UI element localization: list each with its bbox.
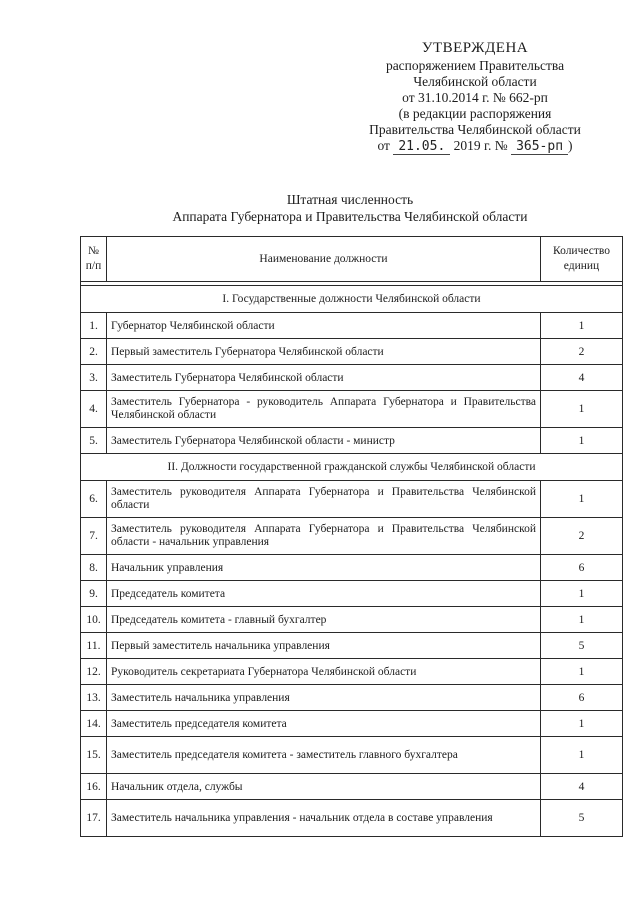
row-name: Заместитель начальника управления - начальник отдела в составе управления bbox=[107, 800, 541, 837]
header-num: № п/п bbox=[81, 237, 107, 282]
section-title-1: I. Государственные должности Челябинской области bbox=[81, 286, 623, 313]
row-qty: 4 bbox=[541, 365, 623, 391]
row-qty: 5 bbox=[541, 800, 623, 837]
header-qty: Количество единиц bbox=[541, 237, 623, 282]
row-name: Начальник управления bbox=[107, 555, 541, 581]
row-num: 3. bbox=[81, 365, 107, 391]
row-num: 15. bbox=[81, 737, 107, 774]
header-name: Наименование должности bbox=[107, 237, 541, 282]
approval-line-4: (в редакции распоряжения bbox=[398, 106, 552, 121]
row-num: 8. bbox=[81, 555, 107, 581]
row-name: Заместитель начальника управления bbox=[107, 685, 541, 711]
table-row bbox=[81, 607, 623, 633]
table-row bbox=[81, 365, 623, 391]
table-row bbox=[81, 555, 623, 581]
row-name: Председатель комитета - главный бухгалтер bbox=[107, 607, 541, 633]
row-name: Начальник отдела, службы bbox=[107, 774, 541, 800]
row-qty: 1 bbox=[541, 391, 623, 428]
approval-line-3: от 31.10.2014 г. № 662-рп bbox=[402, 90, 548, 105]
section-row-1 bbox=[81, 286, 623, 313]
row-qty: 2 bbox=[541, 339, 623, 365]
table-row bbox=[81, 685, 623, 711]
table-row bbox=[81, 518, 623, 555]
row-num: 14. bbox=[81, 711, 107, 737]
row-num: 7. bbox=[81, 518, 107, 555]
table-row bbox=[81, 339, 623, 365]
row-name: Заместитель руководителя Аппарата Губернатора и Правительства Челябинской области - начальник управления bbox=[107, 518, 541, 555]
approval-block bbox=[340, 40, 610, 155]
table-row bbox=[81, 633, 623, 659]
section-row-2 bbox=[81, 454, 623, 481]
row-qty: 1 bbox=[541, 313, 623, 339]
row-qty: 4 bbox=[541, 774, 623, 800]
row-num: 17. bbox=[81, 800, 107, 837]
row-num: 11. bbox=[81, 633, 107, 659]
section-title-2: II. Должности государственной гражданской службы Челябинской области bbox=[81, 454, 623, 481]
row-qty: 1 bbox=[541, 607, 623, 633]
table-row bbox=[81, 391, 623, 428]
row-name: Председатель комитета bbox=[107, 581, 541, 607]
title-line-1: Штатная численность bbox=[286, 192, 414, 207]
document-title bbox=[60, 191, 640, 225]
row-qty: 2 bbox=[541, 518, 623, 555]
row-num: 13. bbox=[81, 685, 107, 711]
revision-close-paren: ) bbox=[568, 138, 573, 153]
row-num: 16. bbox=[81, 774, 107, 800]
row-qty: 1 bbox=[541, 659, 623, 685]
row-num: 2. bbox=[81, 339, 107, 365]
approval-line-1: распоряжением Правительства bbox=[385, 58, 565, 73]
table-row bbox=[81, 711, 623, 737]
approval-stamp: УТВЕРЖДЕНА bbox=[421, 40, 529, 56]
approval-line-2: Челябинской области bbox=[413, 74, 537, 89]
row-name: Заместитель Губернатора - руководитель Аппарата Губернатора и Правительства Челябинской области bbox=[107, 391, 541, 428]
row-num: 10. bbox=[81, 607, 107, 633]
revision-date-handwritten: 21.05. bbox=[393, 139, 450, 155]
row-name: Заместитель Губернатора Челябинской области - министр bbox=[107, 428, 541, 454]
title-line-2: Аппарата Губернатора и Правительства Челябинской области bbox=[172, 209, 528, 224]
row-qty: 6 bbox=[541, 685, 623, 711]
table-row bbox=[81, 481, 623, 518]
row-qty: 1 bbox=[541, 711, 623, 737]
table-row bbox=[81, 737, 623, 774]
table-row bbox=[81, 581, 623, 607]
row-qty: 5 bbox=[541, 633, 623, 659]
row-num: 5. bbox=[81, 428, 107, 454]
row-name: Первый заместитель Губернатора Челябинской области bbox=[107, 339, 541, 365]
row-num: 4. bbox=[81, 391, 107, 428]
row-qty: 1 bbox=[541, 481, 623, 518]
row-name: Первый заместитель начальника управления bbox=[107, 633, 541, 659]
row-name: Руководитель секретариата Губернатора Челябинской области bbox=[107, 659, 541, 685]
row-name: Заместитель председателя комитета - заместитель главного бухгалтера bbox=[107, 737, 541, 774]
revision-number-handwritten: 365-рп bbox=[511, 139, 568, 155]
row-qty: 1 bbox=[541, 737, 623, 774]
row-num: 1. bbox=[81, 313, 107, 339]
table-row bbox=[81, 659, 623, 685]
revision-date-line bbox=[340, 138, 610, 155]
row-num: 12. bbox=[81, 659, 107, 685]
table-header-row bbox=[81, 237, 623, 282]
table-row bbox=[81, 428, 623, 454]
approval-line-5: Правительства Челябинской области bbox=[369, 122, 581, 137]
row-num: 6. bbox=[81, 481, 107, 518]
row-qty: 1 bbox=[541, 428, 623, 454]
row-name: Заместитель руководителя Аппарата Губернатора и Правительства Челябинской области bbox=[107, 481, 541, 518]
table-row bbox=[81, 800, 623, 837]
revision-from: от bbox=[377, 138, 390, 153]
staff-table bbox=[80, 236, 623, 837]
row-qty: 6 bbox=[541, 555, 623, 581]
row-num: 9. bbox=[81, 581, 107, 607]
row-name: Губернатор Челябинской области bbox=[107, 313, 541, 339]
table-row bbox=[81, 774, 623, 800]
table-row bbox=[81, 313, 623, 339]
row-name: Заместитель Губернатора Челябинской области bbox=[107, 365, 541, 391]
row-qty: 1 bbox=[541, 581, 623, 607]
revision-year: 2019 г. № bbox=[453, 138, 508, 153]
row-name: Заместитель председателя комитета bbox=[107, 711, 541, 737]
